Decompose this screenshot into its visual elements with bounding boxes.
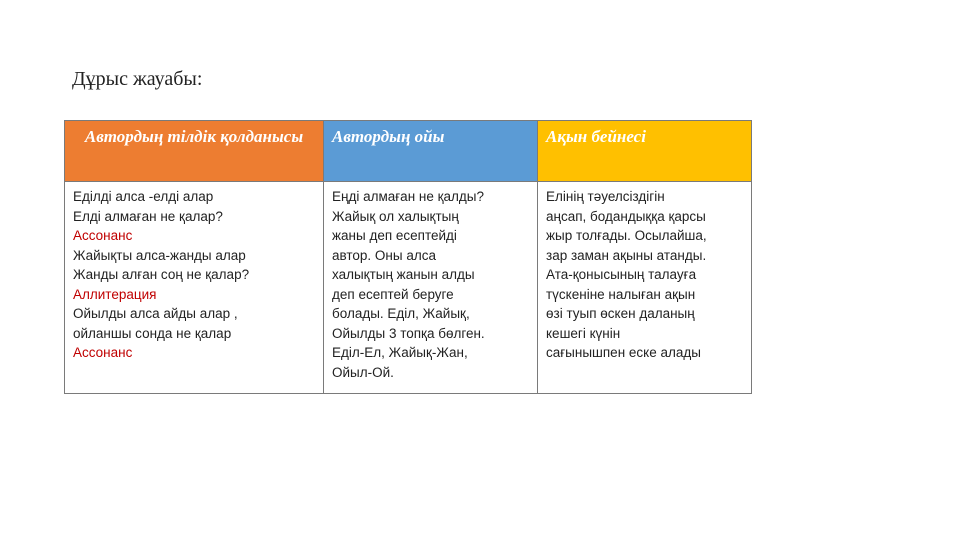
text-line: Еділ-Ел, Жайық-Жан, [332, 345, 468, 360]
header-poet-image: Ақын бейнесі [538, 121, 752, 182]
cell-poet-image [538, 182, 752, 394]
text-line: Жанды алған соң не қалар? [73, 267, 250, 282]
text-line: Жайық ол халықтың [332, 208, 459, 224]
cell-language-use [65, 182, 324, 394]
text-line: кешегі күнін [546, 325, 621, 341]
text-line: Ойыл-Ой. [332, 364, 394, 380]
text-line: Ойылды 3 топқа бөлген. [332, 325, 485, 341]
table-header-row [65, 121, 752, 182]
text-line: сағынышпен еске алады [546, 345, 701, 360]
header-language-use: Автордың тілдік қолданысы [65, 121, 324, 182]
text-line: ойланшы сонда не қалар [73, 325, 232, 341]
page-title: Дұрыс жауабы: [72, 68, 203, 90]
text-line: Жайықты алса-жанды алар [73, 247, 246, 263]
text-line: халықтың жанын алды [332, 267, 475, 282]
header-author-thought: Автордың ойы [324, 121, 538, 182]
text-line: жыр толғады. Осылайша, [546, 228, 707, 243]
text-line: Еділді алса -елді алар [73, 189, 214, 204]
text-line: түскеніне налыған ақын [546, 286, 696, 302]
text-line: автор. Оны алса [332, 247, 436, 263]
answer-table [64, 120, 752, 394]
text-line: аңсап, бодандыққа қарсы [546, 208, 706, 224]
text-line: Ата-қонысының талауға [546, 267, 697, 282]
text-line: Еңді алмаған не қалды? [332, 189, 484, 204]
text-line: Ойылды алса айды алар , [73, 306, 238, 321]
text-line: өзі туып өскен даланың [546, 306, 695, 321]
device-label: Ассонанс [73, 228, 133, 243]
text-line: болады. Еділ, Жайық, [332, 306, 470, 321]
text-line: Елінің тәуелсіздігін [546, 189, 665, 204]
text-line: деп есептей беруге [332, 286, 454, 302]
cell-author-thought [324, 182, 538, 394]
text-line: жаны деп есептейді [332, 228, 457, 243]
device-label: Ассонанс [73, 345, 133, 360]
table-row [65, 182, 752, 394]
text-line: Елді алмаған не қалар? [73, 208, 223, 224]
device-label: Аллитерация [73, 286, 157, 302]
text-line: зар заман ақыны атанды. [546, 247, 707, 263]
